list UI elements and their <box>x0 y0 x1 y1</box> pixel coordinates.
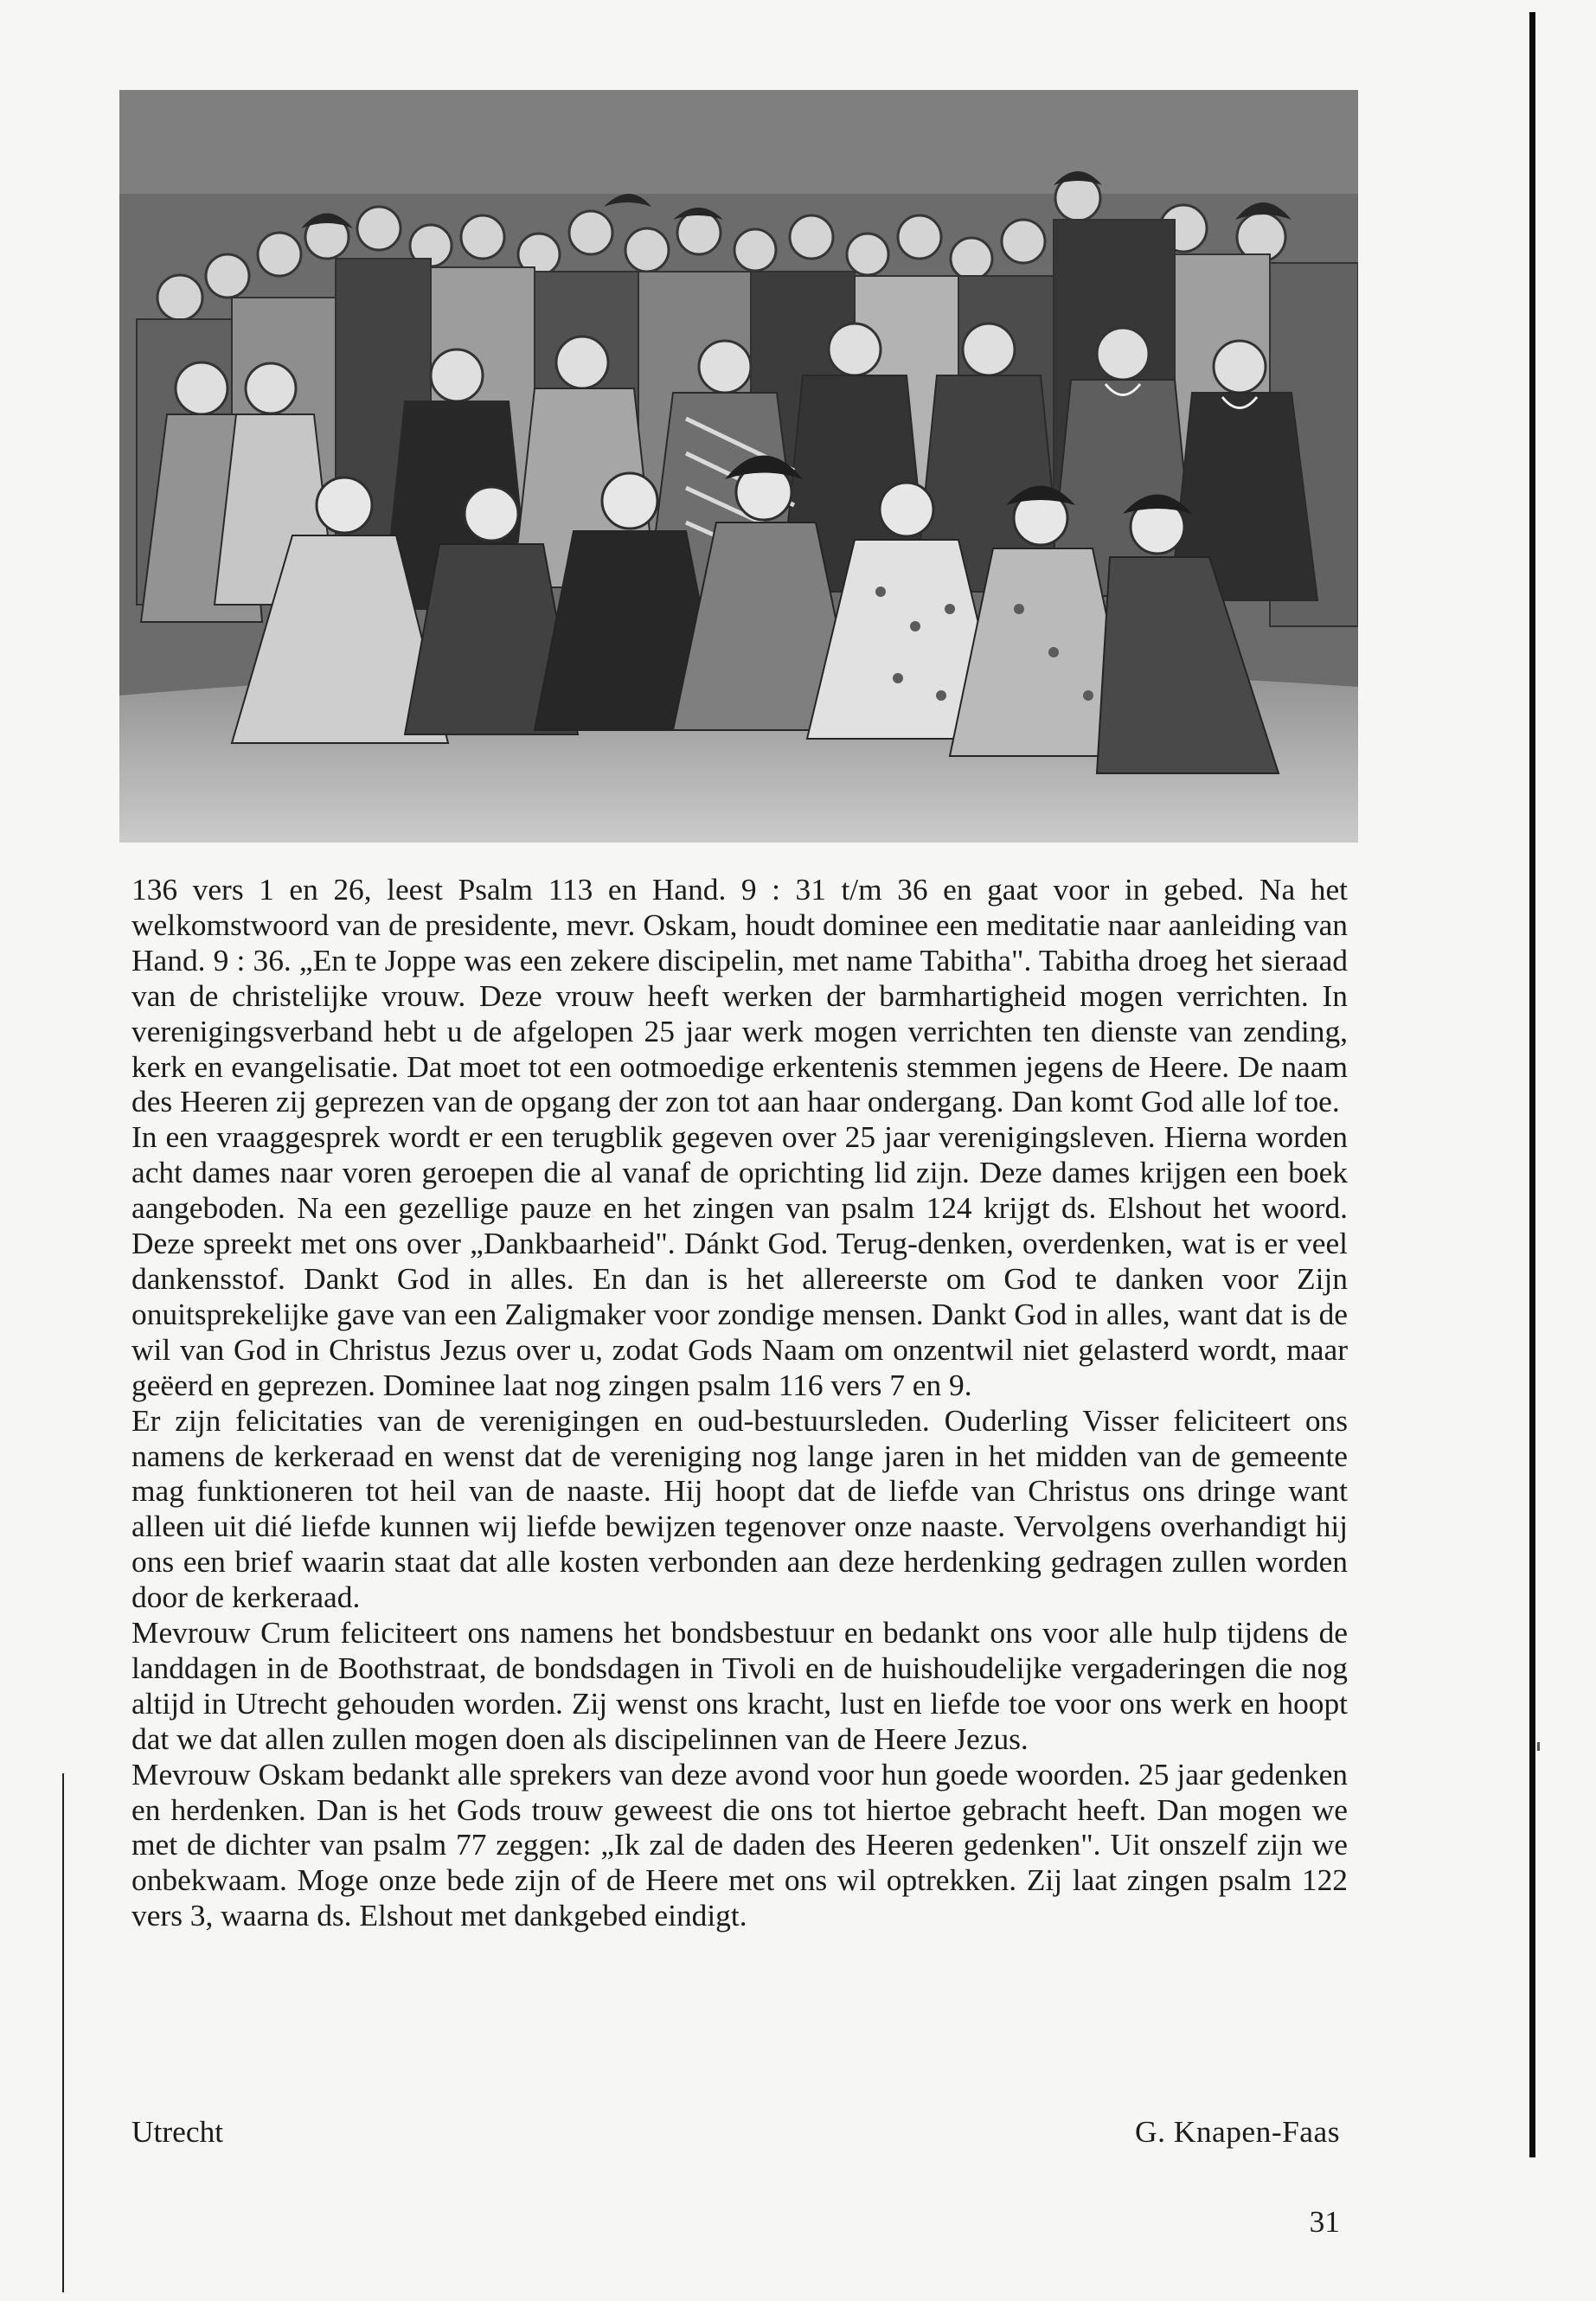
signature-author: G. Knapen-Faas <box>1135 2114 1340 2149</box>
paragraph-1: 136 vers 1 en 26, leest Psalm 113 en Hand. 9 : 31 t/m 36 en gaat voor in gebed. Na het welkomstwoord van de presidente, mevr. Oskam, houdt dominee een meditatie naar aanleiding van Hand. 9 : 36. „En te Joppe was een zekere discipelin, met name Tabitha". Tabitha droeg het sieraad van de christelijke vrouw. Deze vrouw heeft werken der barmhartigheid mogen verrichten. In verenigingsverband hebt u de afgelopen 25 jaar werk mogen verrichten ten dienste van zending, kerk en evangelisatie. Dat moet tot een ootmoedige erkentenis stemmen jegens de Heere. De naam des Heeren zij geprezen van de opgang der zon tot aan haar ondergang. Dan komt God alle lof toe. <box>131 872 1348 1119</box>
paragraph-3: Er zijn felicitaties van de verenigingen en oud-bestuursleden. Ouderling Visser feliciteert ons namens de kerkeraad en wenst dat de vereniging nog lange jaren in het midden van de gemeente mag funktioneren tot heil van de naaste. Hij hoopt dat de liefde van Christus ons dringe want alleen uit dié liefde kunnen wij liefde bewijzen tegenover onze naaste. Vervolgens overhandigt hij ons een brief waarin staat dat alle kosten verbonden aan deze herdenking gedragen zullen worden door de kerkeraad. <box>131 1402 1348 1615</box>
page-number: 31 <box>1309 2204 1340 2239</box>
paragraph-5: Mevrouw Oskam bedankt alle sprekers van deze avond voor hun goede woorden. 25 jaar gedenken en herdenken. Dan is het Gods trouw geweest die ons tot hiertoe gebracht heeft. Dan mogen we met de dichter van psalm 77 zeggen: „Ik zal de daden des Heeren gedenken". Uit onszelf zijn we onbekwaam. Moge onze bede zijn of de Heere met ons wil optrekken. Zij laat zingen psalm 122 vers 3, waarna ds. Elshout met dankgebed eindigt. <box>131 1756 1348 1933</box>
binding-mark <box>62 1773 64 2292</box>
paragraph-4: Mevrouw Crum feliciteert ons namens het bondsbestuur en bedankt ons voor alle hulp tijdens de landdagen in de Boothstraat, de bondsdagen in Tivoli en de huishoudelijke vergaderingen die nog altijd in Utrecht gehouden worden. Zij wenst ons kracht, lust en liefde toe voor ons werk en hoopt dat we dat allen zullen mogen doen als discipelinnen van de Heere Jezus. <box>131 1615 1348 1756</box>
group-photo <box>119 90 1358 843</box>
page-edge-rule <box>1529 12 1535 2157</box>
paragraph-2: In een vraaggesprek wordt er een terugblik gegeven over 25 jaar verenigingsleven. Hierna worden acht dames naar voren geroepen die al vanaf de oprichting lid zijn. Deze dames krijgen een boek aangeboden. Na een gezellige pauze en het zingen van psalm 124 krijgt ds. Elshout het woord. Deze spreekt met ons over „Dankbaarheid". Dánkt God. Terug-denken, overdenken, wat is er veel dankensstof. Dankt God in alles. En dan is het allereerste om God te danken voor Zijn onuitsprekelijke gave van een Zaligmaker voor zondige mensen. Dankt God in alles, want dat is de wil van God in Christus Jezus over u, zodat Gods Naam om onzentwil niet gelasterd wordt, maar geëerd en geprezen. Dominee laat nog zingen psalm 116 vers 7 en 9. <box>131 1119 1348 1402</box>
article-body <box>131 872 1348 1933</box>
signature-place: Utrecht <box>131 2114 224 2149</box>
margin-speck <box>1537 1742 1540 1751</box>
group-photo-illustration <box>119 90 1358 843</box>
